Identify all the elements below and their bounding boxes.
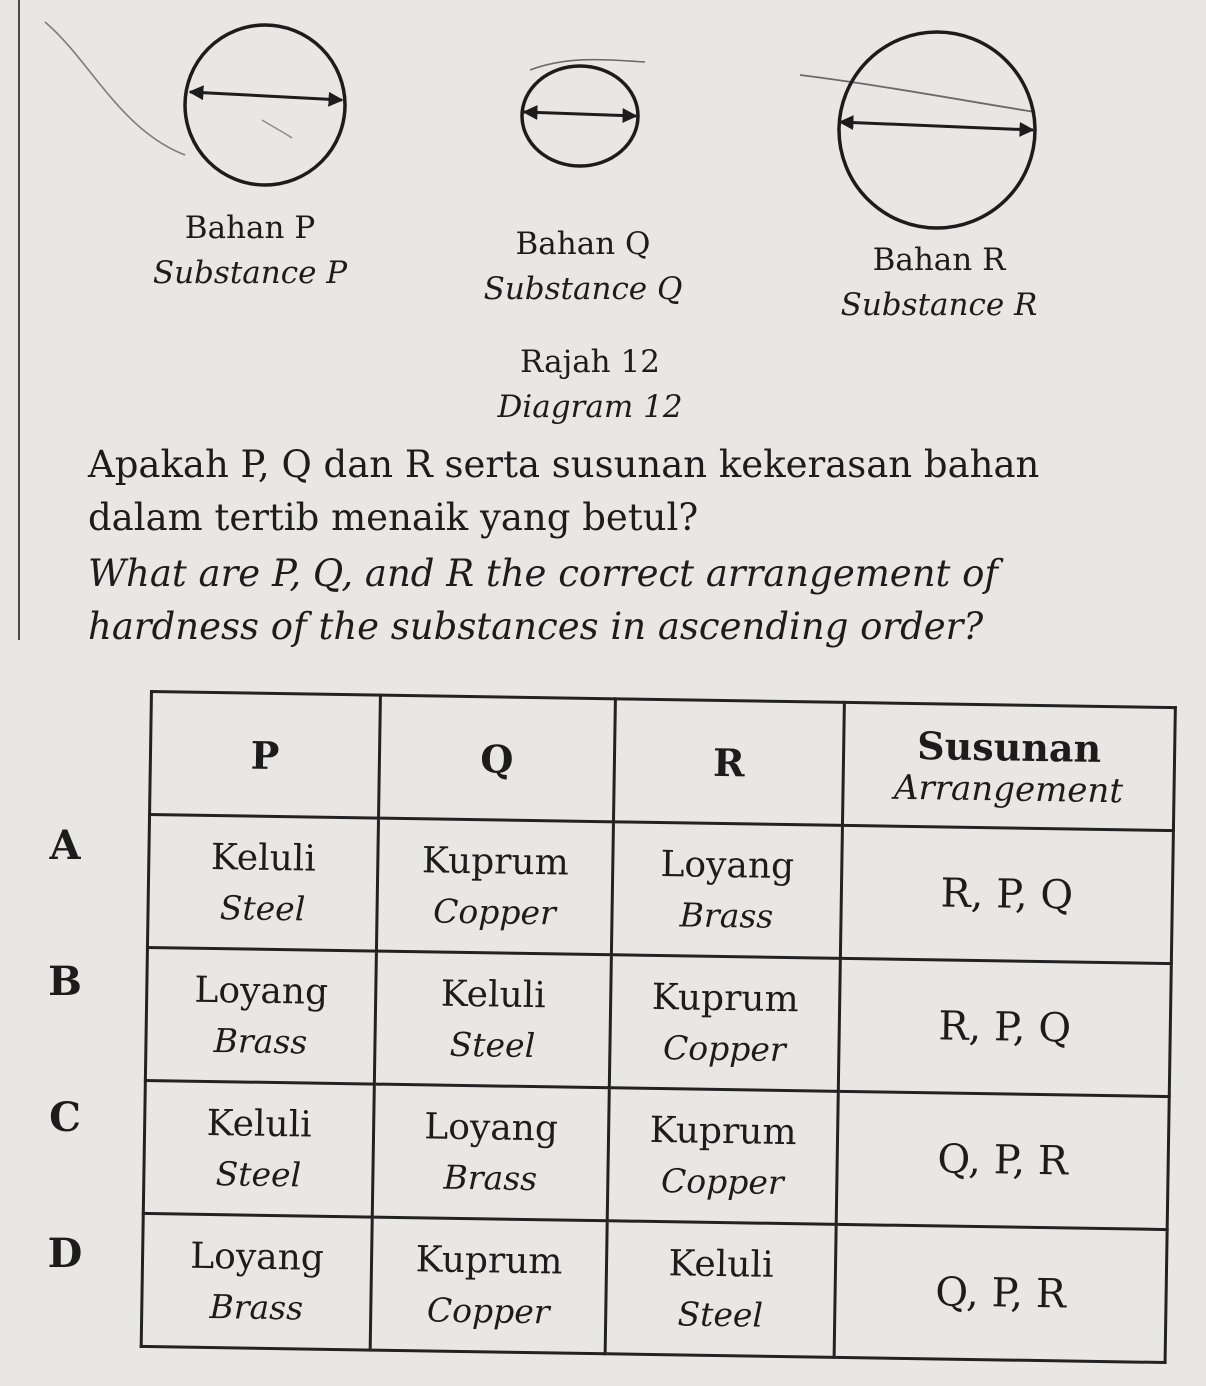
option-letter-c: C [49, 1094, 81, 1141]
caption-ms: Rajah 12 [520, 344, 660, 380]
option-letter-d: D [47, 1230, 83, 1277]
cell-p-en: Brass [209, 1287, 304, 1328]
cell-p-ms: Keluli [206, 1102, 312, 1146]
label-substance-q [478, 222, 688, 312]
label-q-en: Substance Q [483, 270, 683, 307]
cell-arrangement: Q, P, R [836, 1091, 1169, 1229]
cell-r [605, 1221, 836, 1358]
diagram-caption [440, 340, 740, 430]
cell-q [370, 1217, 607, 1354]
cell-r-en: Steel [677, 1294, 764, 1335]
cell-arrangement: R, P, Q [838, 958, 1171, 1096]
header-r: R [613, 699, 844, 826]
cell-q [376, 818, 613, 955]
option-letter-a: A [49, 822, 81, 869]
table-header-row [150, 692, 1176, 831]
question-text [88, 438, 1158, 653]
cell-p [147, 815, 378, 952]
cell-r-ms: Loyang [660, 844, 795, 888]
cell-r [611, 822, 842, 959]
sphere-p [185, 25, 345, 185]
header-q: Q [379, 695, 616, 822]
header-arrangement [842, 702, 1175, 830]
cell-p [141, 1213, 372, 1350]
cell-q-ms: Keluli [440, 973, 547, 1017]
cell-q-en: Steel [449, 1024, 536, 1066]
cell-r-en: Copper [662, 1028, 787, 1070]
header-arrangement-ms: Susunan [916, 722, 1102, 771]
label-r-ms: Bahan R [872, 242, 1006, 278]
cell-r-ms: Kuprum [649, 1109, 797, 1154]
table-row-a [147, 815, 1173, 964]
pencil-stroke [45, 22, 185, 155]
cell-p-ms: Keluli [210, 836, 317, 880]
question-ms: Apakah P, Q dan R serta susunan kekerasan bahan dalam tertib menaik yang betul? [88, 443, 1040, 540]
label-q-ms: Bahan Q [515, 226, 651, 262]
header-arrangement-en: Arrangement [893, 767, 1124, 811]
label-r-en: Substance R [840, 286, 1038, 323]
cell-p-en: Steel [219, 888, 306, 929]
cell-p-en: Steel [215, 1154, 302, 1195]
cell-q [374, 951, 611, 1088]
cell-r [607, 1088, 838, 1225]
cell-q-en: Copper [432, 891, 557, 933]
label-p-ms: Bahan P [184, 210, 316, 246]
cell-r-en: Copper [660, 1161, 784, 1203]
cell-q-ms: Kuprum [421, 840, 570, 884]
cell-q-en: Brass [443, 1157, 538, 1199]
cell-p [145, 947, 376, 1084]
cell-p-ms: Loyang [189, 1235, 325, 1279]
cell-arrangement: Q, P, R [834, 1224, 1167, 1362]
cell-arrangement: R, P, Q [840, 825, 1173, 963]
cell-r-en: Brass [679, 895, 774, 936]
cell-q-en: Copper [426, 1290, 550, 1332]
cell-p [143, 1080, 374, 1217]
pencil-stroke [262, 120, 292, 138]
header-p: P [150, 692, 381, 819]
table-row-c [143, 1080, 1169, 1229]
cell-r-ms: Kuprum [651, 976, 799, 1021]
question-en: What are P, Q, and R the correct arrangement of hardness of the substances in ascending order? [88, 551, 999, 648]
table-row-d [141, 1213, 1167, 1362]
cell-p-en: Brass [213, 1021, 308, 1062]
cell-q [372, 1084, 609, 1221]
sphere-r [839, 32, 1035, 228]
label-substance-r [834, 238, 1044, 328]
table-row-b [145, 947, 1171, 1096]
caption-en: Diagram 12 [497, 388, 683, 425]
label-p-en: Substance P [152, 254, 348, 291]
option-letter-b: B [48, 958, 82, 1005]
pencil-stroke [800, 75, 1035, 112]
cell-r [609, 955, 840, 1092]
cell-q-ms: Kuprum [415, 1239, 563, 1283]
cell-r-ms: Keluli [668, 1243, 774, 1286]
sphere-q [522, 66, 638, 166]
cell-q-ms: Loyang [424, 1106, 559, 1150]
answer-table [140, 690, 1177, 1364]
label-substance-p [150, 206, 350, 296]
cell-p-ms: Loyang [194, 969, 329, 1013]
